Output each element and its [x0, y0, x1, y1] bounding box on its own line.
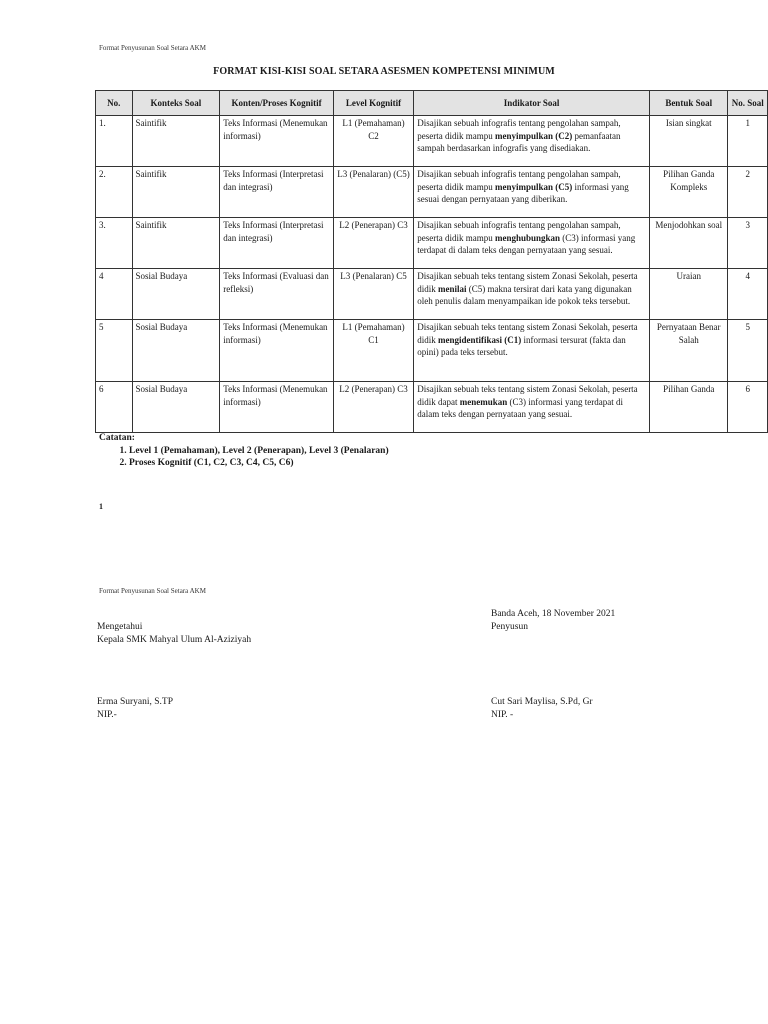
cell-no: 6	[96, 382, 133, 433]
right-signatory-name: Cut Sari Maylisa, S.Pd, Gr	[491, 697, 593, 707]
cell-no: 5	[96, 320, 133, 382]
header-indikator: Indikator Soal	[414, 91, 650, 116]
indikator-text: Disajikan sebuah teks tentang sistem Zonasi Sekolah, peserta didik	[417, 322, 638, 345]
cell-level: L1 (Pemahaman) C1	[333, 320, 413, 382]
catatan-item: 1. Level 1 (Pemahaman), Level 2 (Penerapan), Level 3 (Penalaran)	[129, 445, 389, 458]
cell-nosoal: 1	[728, 116, 768, 167]
cell-level: L2 (Penerapan) C3	[333, 218, 413, 269]
table-row	[96, 116, 768, 167]
cell-no: 4	[96, 269, 133, 320]
cell-no: 1.	[96, 116, 133, 167]
cell-konteks: Sosial Budaya	[132, 269, 220, 320]
cell-konten: Teks Informasi (Evaluasi dan refleksi)	[220, 269, 334, 320]
cell-nosoal: 2	[728, 167, 768, 218]
cell-konteks: Saintifik	[132, 116, 220, 167]
left-signatory-nip: NIP.-	[97, 710, 117, 720]
page-number: 1	[99, 502, 103, 511]
cell-konteks: Saintifik	[132, 167, 220, 218]
cell-no: 3.	[96, 218, 133, 269]
table-row	[96, 320, 768, 382]
indikator-text: Disajikan sebuah infografis tentang pengolahan sampah, peserta didik mampu	[417, 169, 621, 192]
cell-konten: Teks Informasi (Interpretasi dan integrasi)	[220, 218, 334, 269]
header-bentuk: Bentuk Soal	[649, 91, 727, 116]
cell-konten: Teks Informasi (Menemukan informasi)	[220, 116, 334, 167]
cell-konteks: Sosial Budaya	[132, 320, 220, 382]
cell-konten: Teks Informasi (Interpretasi dan integrasi)	[220, 167, 334, 218]
cell-bentuk: Menjodohkan soal	[649, 218, 727, 269]
indikator-keyword: menyimpulkan (C5)	[494, 181, 573, 192]
kepala-sekolah-label: Kepala SMK Mahyal Ulum Al-Aziziyah	[97, 635, 252, 645]
indikator-keyword: menilai	[438, 283, 467, 294]
cell-indikator	[414, 382, 650, 433]
table-row	[96, 382, 768, 433]
cell-level: L3 (Penalaran) (C5)	[333, 167, 413, 218]
page-header: Format Penyusunan Soal Setara AKM	[99, 44, 206, 52]
cell-indikator	[414, 116, 650, 167]
cell-bentuk: Uraian	[649, 269, 727, 320]
page-header: Format Penyusunan Soal Setara AKM	[99, 587, 206, 595]
indikator-keyword: menghubungkan	[494, 232, 561, 243]
table-row	[96, 167, 768, 218]
indikator-text: Disajikan sebuah teks tentang sistem Zonasi Sekolah, peserta didik	[417, 271, 638, 294]
indikator-text: (C3) informasi yang terdapat di dalam teks dengan pernyataan yang sesuai.	[417, 232, 636, 255]
place-date: Banda Aceh, 18 November 2021	[491, 609, 616, 619]
header-no: No.	[96, 91, 133, 116]
indikator-text: informasi tersurat (fakta dan opini) pada teks tersebut.	[417, 334, 626, 357]
cell-bentuk: Pilihan Ganda Kompleks	[649, 167, 727, 218]
cell-bentuk: Pernyataan Benar Salah	[649, 320, 727, 382]
kisi-kisi-table	[95, 90, 768, 433]
header-nosoal: No. Soal	[728, 91, 768, 116]
cell-bentuk: Pilihan Ganda	[649, 382, 727, 433]
header-konteks: Konteks Soal	[132, 91, 220, 116]
table-row	[96, 218, 768, 269]
cell-nosoal: 6	[728, 382, 768, 433]
cell-indikator	[414, 269, 650, 320]
document-title: FORMAT KISI-KISI SOAL SETARA ASESMEN KOMPETENSI MINIMUM	[213, 66, 555, 77]
catatan-item: 2. Proses Kognitif (C1, C2, C3, C4, C5, C6)	[129, 457, 389, 470]
indikator-text: informasi yang sesuai dengan pernyataan yang diberikan.	[417, 181, 629, 204]
cell-level: L3 (Penalaran) C5	[333, 269, 413, 320]
indikator-keyword: menyimpulkan (C2)	[494, 130, 573, 141]
header-level: Level Kognitif	[333, 91, 413, 116]
penyusun-label: Penyusun	[491, 622, 528, 632]
indikator-text: pemanfaatan sampah berdasarkan infografis yang disediakan.	[417, 130, 621, 153]
table-row	[96, 269, 768, 320]
catatan-section	[99, 432, 389, 470]
cell-konteks: Saintifik	[132, 218, 220, 269]
right-signatory-nip: NIP. -	[491, 710, 514, 720]
indikator-keyword: mengidentifikasi (C1)	[438, 334, 522, 345]
cell-indikator	[414, 218, 650, 269]
indikator-text: Disajikan sebuah infografis tentang pengolahan sampah, peserta didik mampu	[417, 118, 621, 141]
left-signatory-name: Erma Suryani, S.TP	[97, 697, 173, 707]
catatan-list	[99, 445, 389, 470]
indikator-text: Disajikan sebuah teks tentang sistem Zonasi Sekolah, peserta didik dapat	[417, 384, 638, 407]
indikator-text: Disajikan sebuah infografis tentang pengolahan sampah, peserta didik mampu	[417, 220, 621, 243]
catatan-label: Catatan:	[99, 433, 135, 443]
cell-konteks: Sosial Budaya	[132, 382, 220, 433]
cell-indikator	[414, 167, 650, 218]
indikator-text: (C3) informasi yang terdapat di dalam teks dengan pernyataan yang sesuai.	[417, 396, 623, 419]
mengetahui-label: Mengetahui	[97, 622, 143, 632]
cell-nosoal: 4	[728, 269, 768, 320]
cell-no: 2.	[96, 167, 133, 218]
cell-konten: Teks Informasi (Menemukan informasi)	[220, 320, 334, 382]
table-header-row	[96, 91, 768, 116]
cell-level: L2 (Penerapan) C3	[333, 382, 413, 433]
cell-level: L1 (Pemahaman) C2	[333, 116, 413, 167]
cell-nosoal: 3	[728, 218, 768, 269]
indikator-text: (C5) makna tersirat dari kata yang digunakan oleh penulis dalam menyampaikan ide pokok teks tersebut.	[417, 283, 632, 306]
indikator-keyword: menemukan	[459, 396, 508, 407]
cell-nosoal: 5	[728, 320, 768, 382]
cell-indikator	[414, 320, 650, 382]
cell-konten: Teks Informasi (Menemukan informasi)	[220, 382, 334, 433]
header-konten: Konten/Proses Kognitif	[220, 91, 334, 116]
cell-bentuk: Isian singkat	[649, 116, 727, 167]
